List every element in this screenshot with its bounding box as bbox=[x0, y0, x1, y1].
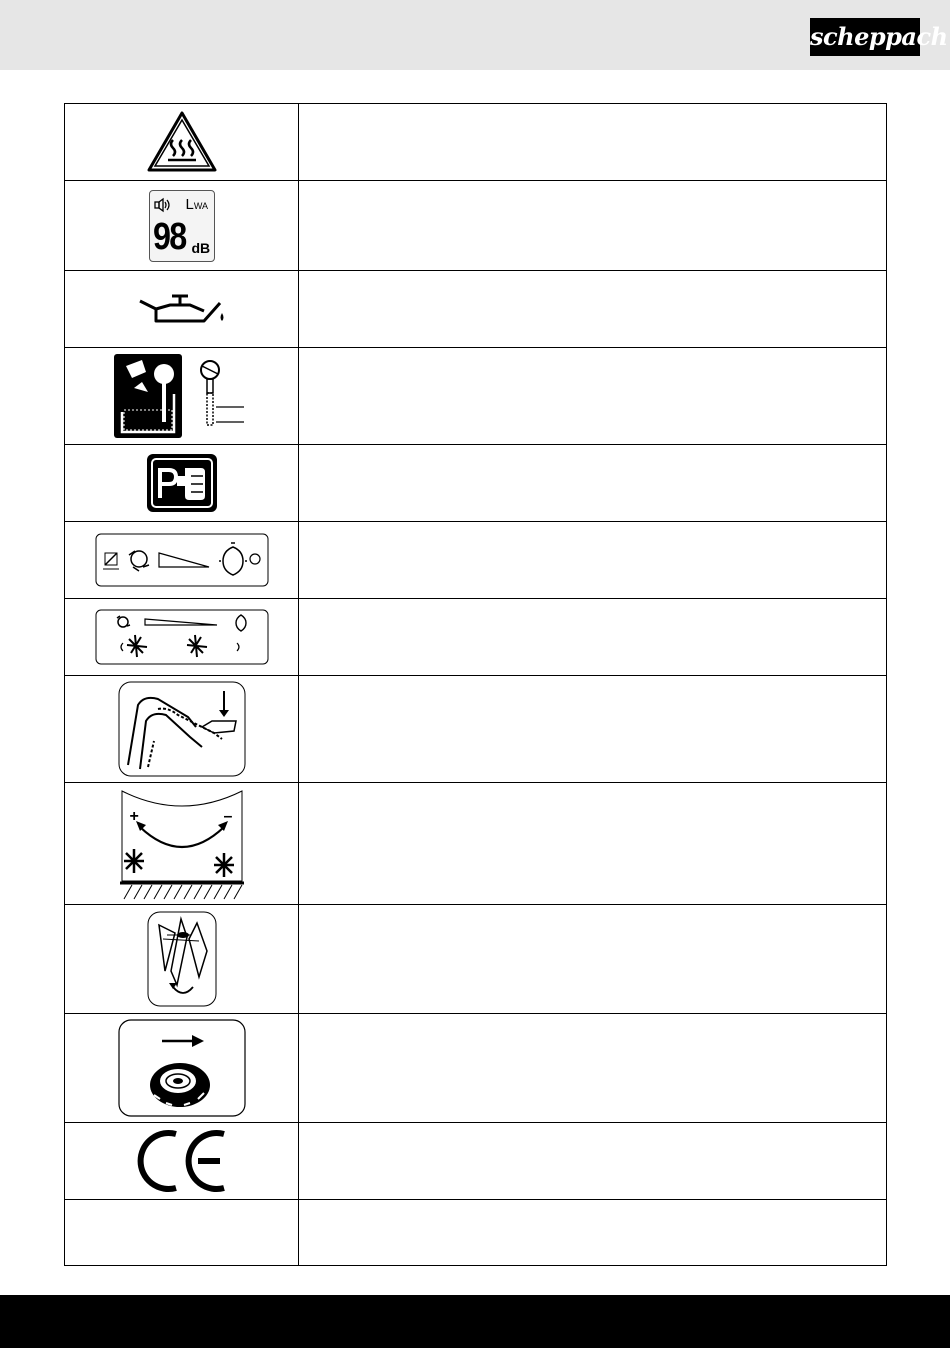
symbol-description bbox=[299, 104, 887, 181]
symbol-description bbox=[299, 181, 887, 271]
rotor-speed-lever-icon bbox=[95, 609, 269, 665]
table-row bbox=[65, 676, 887, 783]
ce-mark-icon bbox=[134, 1128, 230, 1194]
table-row bbox=[65, 271, 887, 348]
handle-fold-icon bbox=[118, 681, 246, 777]
throttle-speed-lever-icon bbox=[95, 533, 269, 587]
oil-can-icon bbox=[134, 289, 230, 329]
table-row bbox=[65, 1123, 887, 1200]
table-row bbox=[65, 348, 887, 445]
symbol-description bbox=[299, 783, 887, 905]
symbol-description bbox=[299, 905, 887, 1014]
footer-band bbox=[0, 1295, 950, 1348]
symbol-description bbox=[299, 599, 887, 676]
table-row bbox=[65, 783, 887, 905]
symbol-description bbox=[299, 1014, 887, 1123]
symbol-description bbox=[299, 271, 887, 348]
symbol-description bbox=[299, 348, 887, 445]
table-row bbox=[65, 445, 887, 522]
table-row bbox=[65, 599, 887, 676]
hot-surface-warning-icon bbox=[146, 110, 218, 174]
table-row bbox=[65, 905, 887, 1014]
working-depth-adjustment-icon: + – bbox=[118, 787, 246, 901]
header-band bbox=[0, 0, 950, 70]
sound-power-level-icon: LWA 98 dB bbox=[149, 190, 215, 262]
symbol-description bbox=[299, 522, 887, 599]
symbol-description bbox=[299, 445, 887, 522]
wheel-drive-direction-icon bbox=[118, 1019, 246, 1117]
symbol-description bbox=[299, 1123, 887, 1200]
symbol-description bbox=[299, 1200, 887, 1266]
parking-brake-icon bbox=[145, 452, 219, 514]
oil-level-dipstick-icon bbox=[112, 352, 252, 440]
symbol-cell-empty bbox=[65, 1200, 299, 1266]
scheppach-logo: scheppach bbox=[810, 18, 920, 56]
table-row bbox=[65, 522, 887, 599]
symbol-description bbox=[299, 676, 887, 783]
rotor-direction-icon bbox=[147, 911, 217, 1007]
symbol-table bbox=[64, 103, 887, 1266]
table-row bbox=[65, 1014, 887, 1123]
table-row bbox=[65, 104, 887, 181]
table-row bbox=[65, 181, 887, 271]
table-row bbox=[65, 1200, 887, 1266]
